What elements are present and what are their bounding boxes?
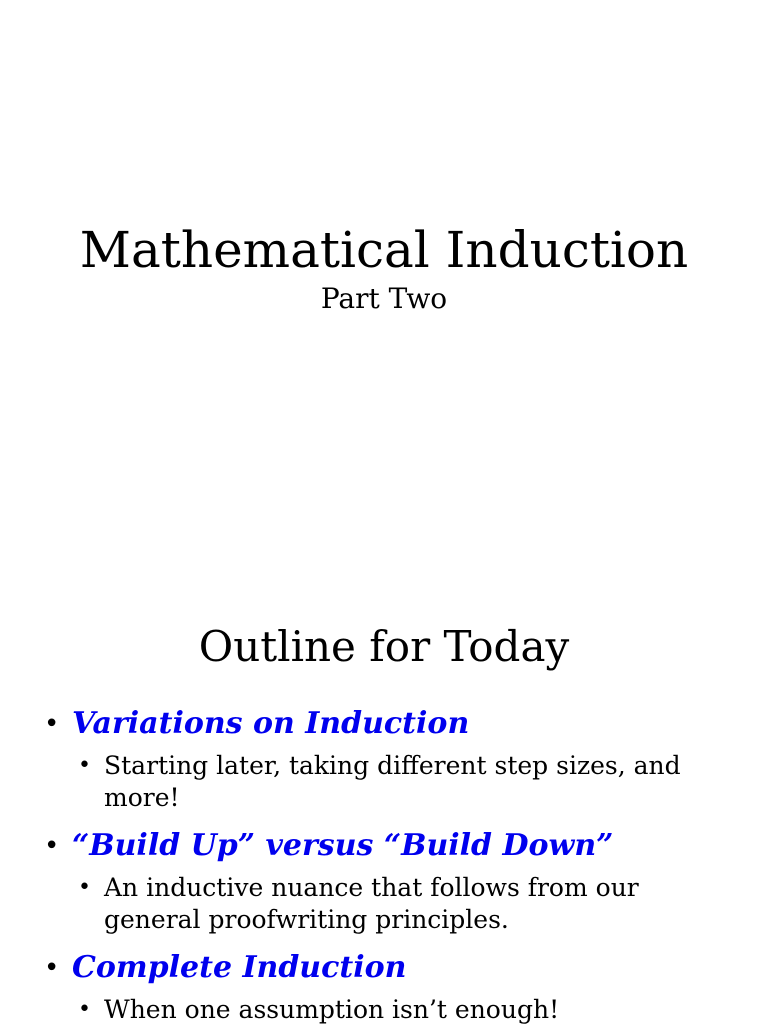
sub-bullet-icon: • bbox=[78, 875, 91, 900]
slide-title: Mathematical Induction bbox=[79, 221, 689, 279]
outline-item-detail bbox=[0, 872, 768, 936]
outline-item-detail bbox=[0, 750, 768, 814]
outline-title: Outline for Today bbox=[198, 622, 570, 671]
outline-item-detail-text: An inductive nuance that follows from our general proofwriting principles. bbox=[104, 873, 639, 934]
bullet-icon: • bbox=[44, 831, 60, 861]
outline-item-heading bbox=[0, 826, 768, 866]
outline-item-detail-text: When one assumption isn’t enough! bbox=[104, 995, 560, 1024]
outline-item-detail bbox=[0, 994, 768, 1024]
outline-item-heading-text: “Build Up” versus “Build Down” bbox=[72, 828, 614, 863]
outline-slide bbox=[0, 580, 768, 1024]
bullet-icon: • bbox=[44, 709, 60, 739]
outline-item-heading bbox=[0, 948, 768, 988]
slide-subtitle: Part Two bbox=[320, 282, 448, 315]
outline-item-heading-text: Variations on Induction bbox=[72, 706, 470, 741]
outline-item bbox=[0, 704, 768, 814]
outline-item-detail-text: Starting later, taking different step sizes, and more! bbox=[104, 751, 681, 812]
outline-list bbox=[0, 704, 768, 1024]
outline-item bbox=[0, 826, 768, 936]
outline-item-heading-text: Complete Induction bbox=[72, 950, 407, 985]
outline-item-heading bbox=[0, 704, 768, 744]
outline-item bbox=[0, 948, 768, 1024]
sub-bullet-icon: • bbox=[78, 753, 91, 778]
bullet-icon: • bbox=[44, 953, 60, 983]
sub-bullet-icon: • bbox=[78, 997, 91, 1022]
